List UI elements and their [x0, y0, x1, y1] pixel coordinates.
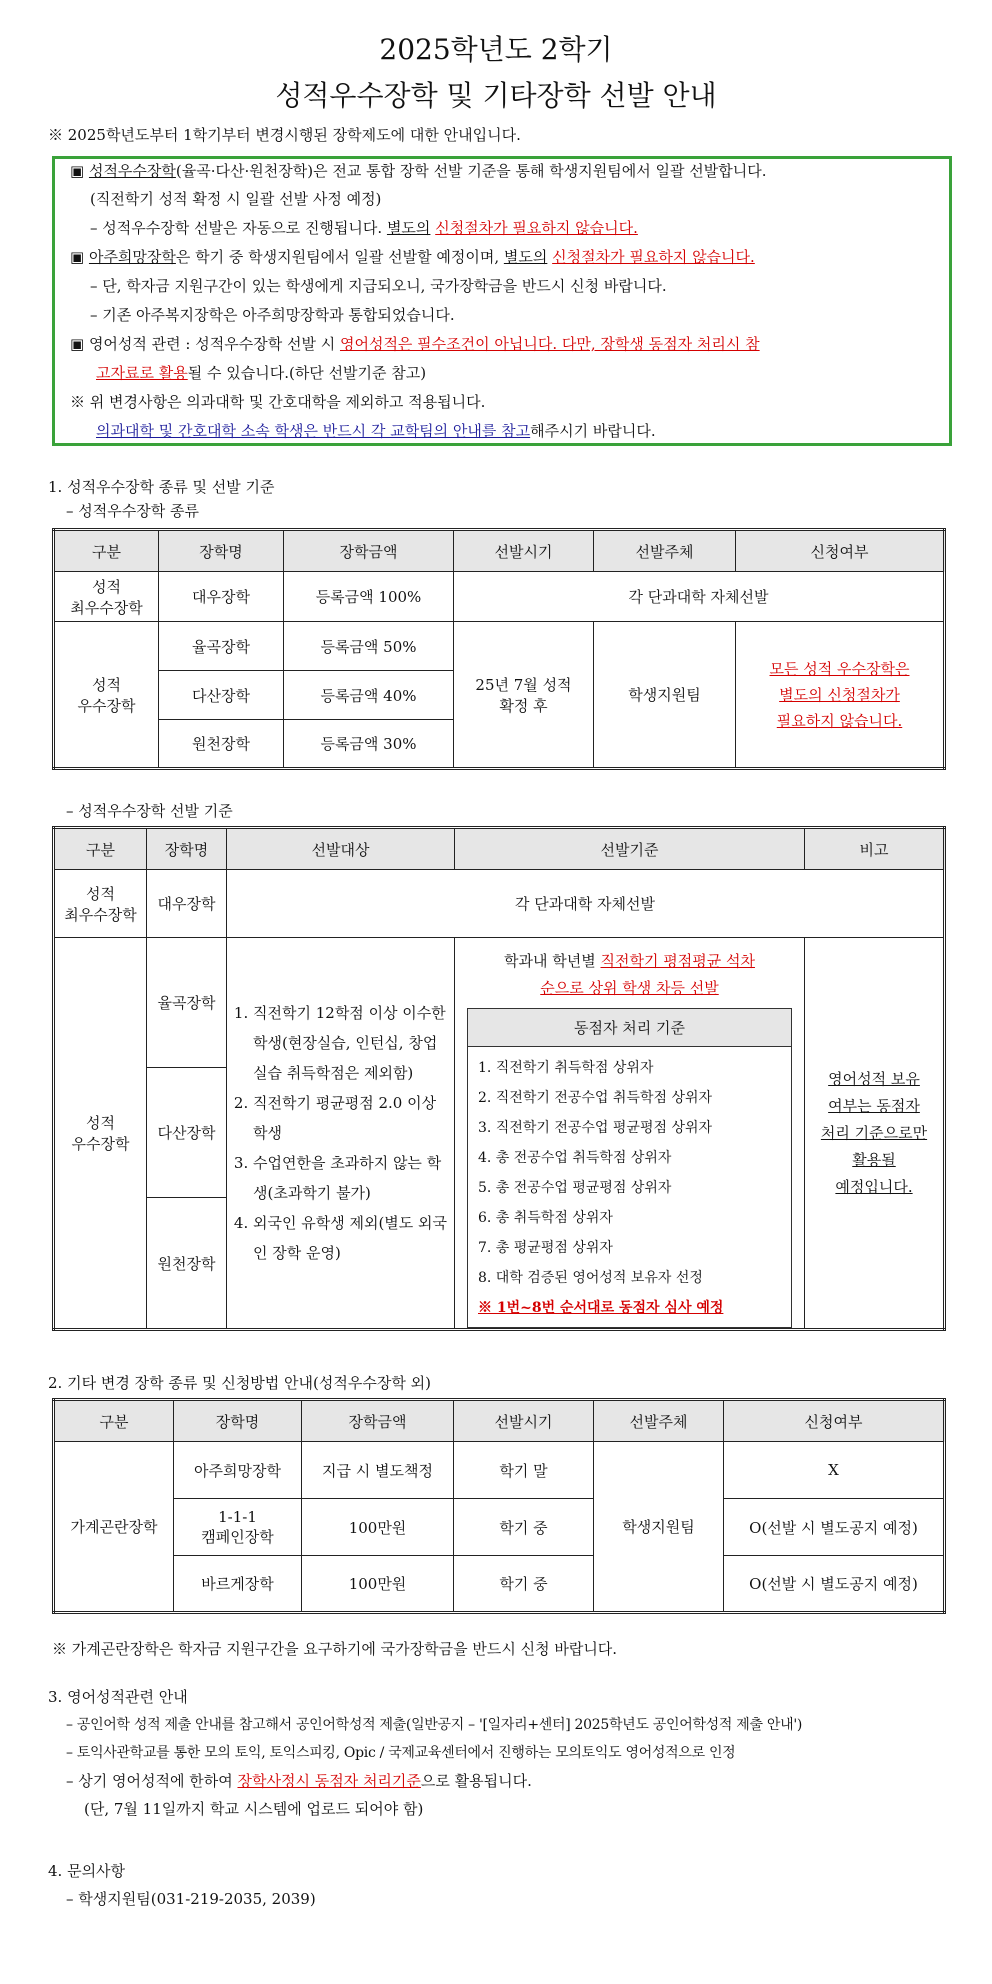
cell2-name-2: 원천장학 [147, 1198, 227, 1330]
tie-rule-item: 5. 총 전공수업 평균평점 상위자 [478, 1180, 672, 1196]
cell-body: 학생지원팀 [594, 622, 736, 769]
cell-amount-1: 등록금액 40% [284, 671, 454, 720]
tie-rule-item: 4. 총 전공수업 취득학점 상위자 [478, 1150, 672, 1166]
cell3-amount-0: 지급 시 별도책정 [302, 1442, 454, 1499]
target-item: 3. 수업연한을 초과하지 않는 학생(초과학기 불가) [253, 1148, 450, 1208]
cell-time: 25년 7월 성적 확정 후 [454, 622, 594, 769]
section1-sub2: – 성적우수장학 선발 기준 [66, 802, 233, 820]
th3-name: 장학명 [174, 1400, 302, 1442]
tie-rule-item: 7. 총 평균평점 상위자 [478, 1240, 613, 1256]
cell-apply: 모든 성적 우수장학은 별도의 신청절차가 필요하지 않습니다. [736, 622, 945, 769]
notice-line-8: 고자료로 활용될 수 있습니다.(하단 선발기준 참고) [96, 364, 427, 382]
th-body: 선발주체 [594, 530, 736, 572]
notice-line-4: ▣ 아주희망장학은 학기 중 학생지원팀에서 일괄 선발할 예정이며, 별도의 신청절차가 필요하지 않습니다. [70, 248, 755, 266]
th3-category: 구분 [54, 1400, 174, 1442]
page-title-line2: 성적우수장학 및 기타장학 선발 안내 [275, 79, 717, 112]
cell2-category: 성적 우수장학 [54, 938, 147, 1330]
cell3-name-2: 바르게장학 [174, 1556, 302, 1613]
cell-category: 성적 우수장학 [54, 622, 159, 769]
notice-line-9: ※ 위 변경사항은 의과대학 및 간호대학을 제외하고 적용됩니다. [70, 393, 486, 411]
th-name: 장학명 [159, 530, 284, 572]
cell3-apply-0: X [724, 1442, 945, 1499]
section3-line-1: – 공인어학 성적 제출 안내를 참고해서 공인어학성적 제출(일반공지 – '[일자리+센터] 2025학년도 공인어학성적 제출 안내') [66, 1717, 803, 1733]
cell-name-2: 원천장학 [159, 720, 284, 769]
cell3-category: 가계곤란장학 [54, 1442, 174, 1613]
notice-line-5: – 단, 학자금 지원구간이 있는 학생에게 지급되오니, 국가장학금을 반드시 신청 바랍니다. [90, 277, 667, 295]
section3-line-2: – 토익사관학교를 통한 모의 토익, 토익스피킹, Opic / 국제교육센터에서 진행하는 모의토익도 영어성적으로 인정 [66, 1745, 736, 1761]
th2-criteria: 선발기준 [455, 828, 805, 870]
th3-apply: 신청여부 [724, 1400, 945, 1442]
target-item: 4. 외국인 유학생 제외(별도 외국인 장학 운영) [253, 1208, 450, 1268]
notice-line-3: – 성적우수장학 선발은 자동으로 진행됩니다. 별도의 신청절차가 필요하지 않습니다. [90, 219, 638, 237]
th-category: 구분 [54, 530, 159, 572]
th3-amount: 장학금액 [302, 1400, 454, 1442]
tie-rule-item: 8. 대학 검증된 영어성적 보유자 선정 [478, 1270, 703, 1286]
cell3-apply-1: O(선발 시 별도공지 예정) [724, 1499, 945, 1556]
tie-rule-item: 6. 총 취득학점 상위자 [478, 1210, 613, 1226]
selection-criteria-table [52, 826, 946, 1331]
tie-rule-note: ※ 1번~8번 순서대로 동점자 심사 예정 [478, 1300, 724, 1316]
target-item: 2. 직전학기 평균평점 2.0 이상 학생 [253, 1088, 450, 1148]
notice-line-6: – 기존 아주복지장학은 아주희망장학과 통합되었습니다. [90, 306, 455, 324]
section1-title: 1. 성적우수장학 종류 및 선발 기준 [48, 478, 275, 496]
cell3-name-1: 1-1-1 캠페인장학 [174, 1499, 302, 1556]
tie-rule-item: 3. 직전학기 전공수업 평균평점 상위자 [478, 1120, 713, 1136]
tie-rule-item: 2. 직전학기 전공수업 취득학점 상위자 [478, 1090, 713, 1106]
notice-line-7: ▣ 영어성적 관련 : 성적우수장학 선발 시 영어성적은 필수조건이 아닙니다. 다만, 장학생 동점자 처리시 참 [70, 335, 760, 353]
cell3-time-2: 학기 중 [454, 1556, 594, 1613]
section3-line-4: (단, 7월 11일까지 학교 시스템에 업로드 되어야 함) [84, 1800, 424, 1818]
cell2-remark: 영어성적 보유 여부는 동점자 처리 기준으로만 활용될 예정입니다. [805, 938, 945, 1330]
notice-line-2: (직전학기 성적 확정 시 일괄 선발 사정 예정) [90, 190, 382, 208]
section2-note: ※ 가계곤란장학은 학자금 지원구간을 요구하기에 국가장학금을 반드시 신청 바랍니다. [52, 1640, 618, 1658]
th-amount: 장학금액 [284, 530, 454, 572]
cell2-top-name: 대우장학 [147, 870, 227, 938]
cell3-amount-1: 100만원 [302, 1499, 454, 1556]
tie-rule-box [467, 1008, 792, 1328]
notice-line-1: ▣ 성적우수장학(율곡·다산·원천장학)은 전교 통합 장학 선발 기준을 통해 학생지원팀에서 일괄 선발합니다. [70, 162, 767, 180]
page-title-line1: 2025학년도 2학기 [379, 33, 613, 66]
cell2-criteria: 학과내 학년별 직전학기 평점평균 석차 순으로 상위 학생 차등 선발 동점자 처리 기준 1. 직전학기 취득학점 상위자 2. 직전학기 전공수업 취득학점 상위자 3. 직전학기 전공수업 평균평점 상위자 4. 총 전공수업 취득학점 상위자 5. 총 전공수업 평균평점 상위자 6. 총 취득학점 상위자 7. 총 평균평점 상위자 8. 대학 검증된 영어성적 보유자 선정 ※ 1번~8번 순서대로 동점자 심사 예정 [455, 938, 805, 1330]
contact-line: – 학생지원팀(031-219-2035, 2039) [66, 1890, 316, 1908]
cell3-body: 학생지원팀 [594, 1442, 724, 1613]
cell2-targets [227, 938, 455, 1330]
cell2-top-note: 각 단과대학 자체선발 [227, 870, 945, 938]
section3-title: 3. 영어성적관련 안내 [48, 1688, 188, 1706]
tie-rule-item: 1. 직전학기 취득학점 상위자 [478, 1060, 654, 1076]
cell-top-name: 대우장학 [159, 572, 284, 622]
intro-note: ※ 2025학년도부터 1학기부터 변경시행된 장학제도에 대한 안내입니다. [48, 126, 521, 144]
cell-top-amount: 등록금액 100% [284, 572, 454, 622]
th-apply: 신청여부 [736, 530, 945, 572]
scholarship-types-table [52, 528, 946, 770]
cell3-amount-2: 100만원 [302, 1556, 454, 1613]
cell-amount-0: 등록금액 50% [284, 622, 454, 671]
section2-title: 2. 기타 변경 장학 종류 및 신청방법 안내(성적우수장학 외) [48, 1374, 431, 1392]
cell-top-category: 성적 최우수장학 [54, 572, 159, 622]
th2-target: 선발대상 [227, 828, 455, 870]
cell2-top-category: 성적 최우수장학 [54, 870, 147, 938]
notice-line-10: 의과대학 및 간호대학 소속 학생은 반드시 각 교학팀의 안내를 참고해주시기 바랍니다. [96, 422, 656, 440]
cell3-time-1: 학기 중 [454, 1499, 594, 1556]
other-scholarship-table [52, 1398, 946, 1614]
section1-sub1: – 성적우수장학 종류 [66, 502, 199, 520]
cell2-name-0: 율곡장학 [147, 938, 227, 1068]
tie-rule-title: 동점자 처리 기준 [468, 1009, 791, 1047]
target-item: 1. 직전학기 12학점 이상 이수한 학생(현장실습, 인턴십, 창업실습 취득학점은 제외함) [253, 998, 450, 1088]
cell3-name-0: 아주희망장학 [174, 1442, 302, 1499]
cell-top-note: 각 단과대학 자체선발 [454, 572, 945, 622]
th3-time: 선발시기 [454, 1400, 594, 1442]
th2-remark: 비고 [805, 828, 945, 870]
cell-name-0: 율곡장학 [159, 622, 284, 671]
cell2-name-1: 다산장학 [147, 1068, 227, 1198]
th2-name: 장학명 [147, 828, 227, 870]
section4-title: 4. 문의사항 [48, 1862, 126, 1880]
th3-body: 선발주체 [594, 1400, 724, 1442]
cell3-time-0: 학기 말 [454, 1442, 594, 1499]
cell-amount-2: 등록금액 30% [284, 720, 454, 769]
cell3-apply-2: O(선발 시 별도공지 예정) [724, 1556, 945, 1613]
th2-category: 구분 [54, 828, 147, 870]
section3-line-3: – 상기 영어성적에 한하여 장학사정시 동점자 처리기준으로 활용됩니다. [66, 1772, 532, 1790]
cell-name-1: 다산장학 [159, 671, 284, 720]
th-time: 선발시기 [454, 530, 594, 572]
